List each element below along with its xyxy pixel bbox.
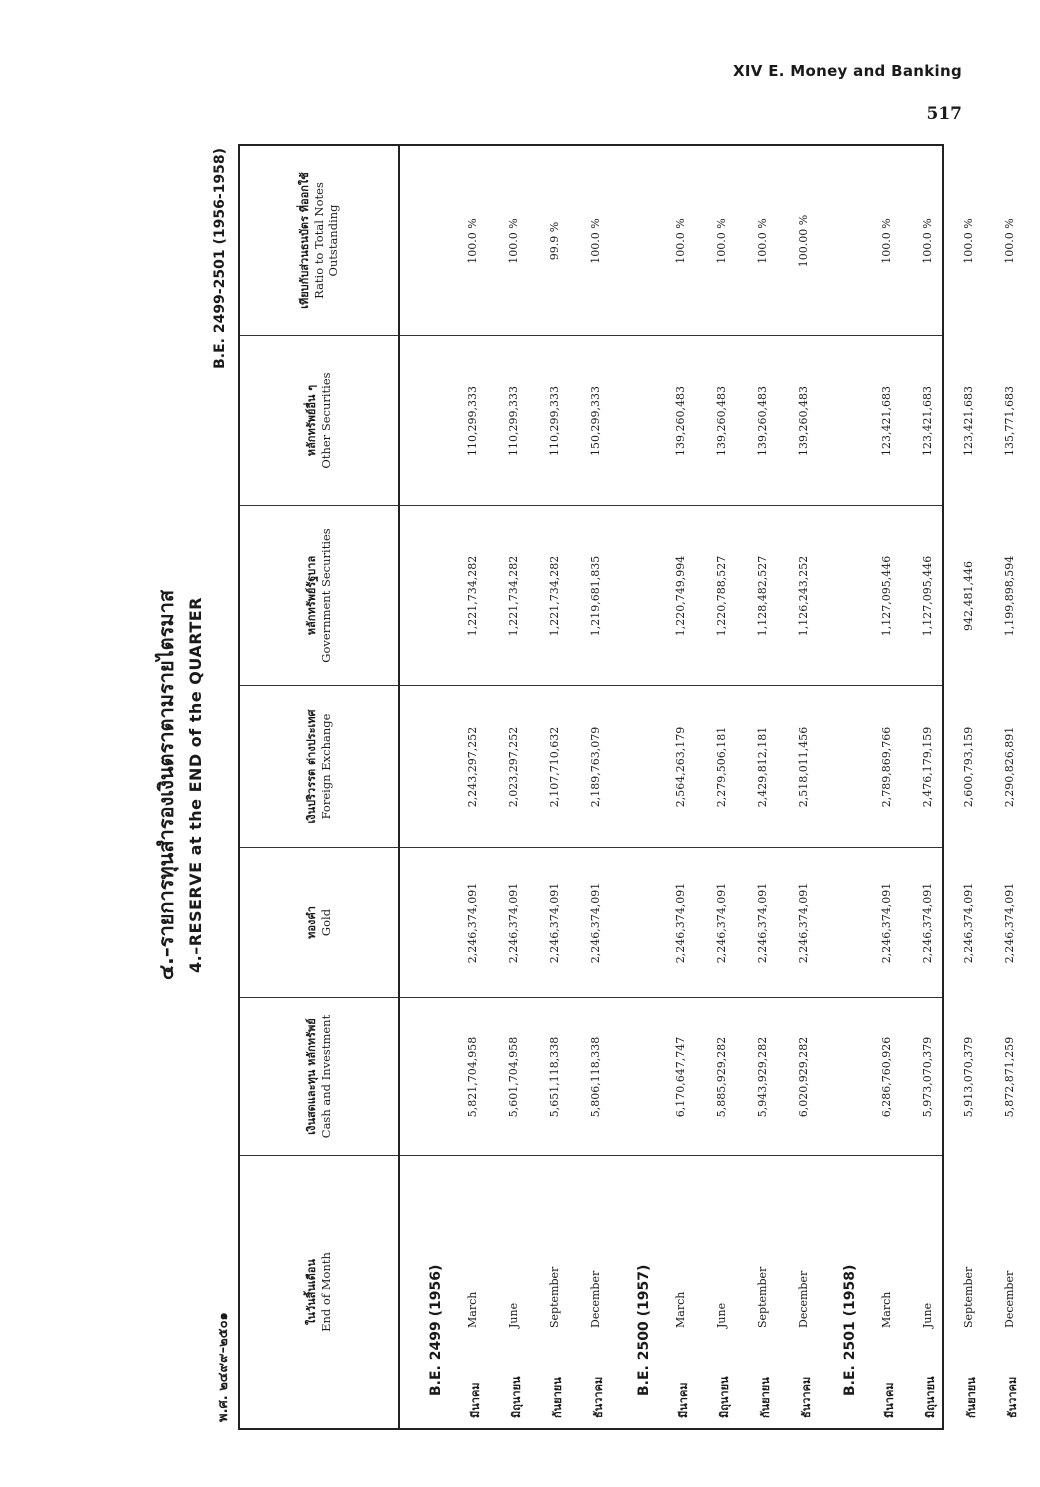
- cell-fx: 2,600,793,159: [962, 726, 975, 808]
- year-heading: B.E. 2499 (1956): [428, 1264, 444, 1396]
- cell-gov: 1,220,788,527: [715, 555, 728, 637]
- column-header-english: Cash and Investment: [319, 1014, 333, 1139]
- year-range-thai: พ.ศ. ๒๔๙๙–๒๕๐๑: [216, 1312, 231, 1422]
- cell-gold: 2,246,374,091: [589, 882, 602, 964]
- cell-fx: 2,290,826,891: [1003, 726, 1016, 808]
- cell-gold: 2,246,374,091: [674, 882, 687, 964]
- cell-gold: 2,246,374,091: [880, 882, 893, 964]
- cell-gold: 2,246,374,091: [548, 882, 561, 964]
- cell-fx: 2,429,812,181: [756, 726, 769, 808]
- month-english: December: [589, 1270, 602, 1328]
- month-english: September: [756, 1266, 769, 1328]
- cell-other: 123,421,683: [880, 386, 893, 456]
- month-thai: มิถุนายน: [924, 1376, 937, 1418]
- table-row: [460, 146, 490, 1428]
- column-header-thai: หลักทรัพย์รัฐบาล: [305, 555, 318, 636]
- cell-gov: 1,126,243,252: [797, 555, 810, 637]
- section-header: XIV E. Money and Banking: [733, 62, 962, 80]
- month-thai: กันยายน: [759, 1377, 772, 1418]
- column-header-thai: ในวันสิ้นเดือน: [305, 1259, 318, 1325]
- column-header-english: Ratio to Total Notes Outstanding: [312, 182, 340, 299]
- cell-cash: 5,601,704,958: [507, 1036, 520, 1118]
- table-row: [750, 146, 780, 1428]
- cell-fx: 2,476,179,159: [921, 726, 934, 808]
- cell-gold: 2,246,374,091: [756, 882, 769, 964]
- cell-gold: 2,246,374,091: [962, 882, 975, 964]
- cell-ratio: 100.0 %: [674, 218, 687, 264]
- cell-other: 139,260,483: [797, 386, 810, 456]
- month-thai: มีนาคม: [883, 1382, 896, 1418]
- title-thai: ๔.–รายการทุนสำรองเงินตราตามรายไตรมาส: [154, 589, 178, 981]
- column-header-month: [240, 1156, 398, 1428]
- cell-ratio: 100.0 %: [921, 218, 934, 264]
- month-english: September: [548, 1266, 561, 1328]
- page-number: 517: [926, 104, 962, 124]
- cell-ratio: 100.0 %: [507, 218, 520, 264]
- cell-other: 135,771,683: [1003, 386, 1016, 456]
- cell-gov: 1,221,734,282: [507, 555, 520, 637]
- cell-other: 150,299,333: [589, 386, 602, 456]
- month-thai: ธันวาคม: [592, 1376, 605, 1418]
- title-english: 4.–RESERVE at the END of the QUARTER: [186, 597, 205, 973]
- table-row: [874, 146, 904, 1428]
- month-english: March: [880, 1291, 893, 1328]
- cell-other: 139,260,483: [715, 386, 728, 456]
- cell-other: 123,421,683: [962, 386, 975, 456]
- cell-cash: 5,885,929,282: [715, 1036, 728, 1118]
- cell-fx: 2,243,297,252: [466, 726, 479, 808]
- month-thai: ธันวาคม: [800, 1376, 813, 1418]
- month-english: March: [466, 1291, 479, 1328]
- month-thai: กันยายน: [965, 1377, 978, 1418]
- column-header-cash: [240, 998, 398, 1156]
- table-row: [668, 146, 698, 1428]
- table-row: [791, 146, 821, 1428]
- cell-other: 123,421,683: [921, 386, 934, 456]
- table-row: [501, 146, 531, 1428]
- column-header-english: Foreign Exchange: [319, 713, 333, 820]
- month-english: June: [507, 1302, 520, 1328]
- cell-gov: 1,221,734,282: [548, 555, 561, 637]
- cell-ratio: 100.0 %: [1003, 218, 1016, 264]
- month-thai: ธันวาคม: [1006, 1376, 1019, 1418]
- cell-fx: 2,189,763,079: [589, 726, 602, 808]
- table-row: [956, 146, 986, 1428]
- cell-cash: 5,943,929,282: [756, 1036, 769, 1118]
- cell-gov: 1,127,095,446: [880, 555, 893, 637]
- month-english: December: [1003, 1270, 1016, 1328]
- column-header-english: Gold: [319, 908, 333, 937]
- month-english: June: [921, 1302, 934, 1328]
- cell-ratio: 99.9 %: [548, 221, 561, 261]
- reserve-table: [238, 144, 1019, 1430]
- cell-other: 139,260,483: [756, 386, 769, 456]
- column-header-thai: หลักทรัพย์อื่น ๆ: [305, 384, 318, 457]
- cell-cash: 6,170,647,747: [674, 1036, 687, 1118]
- cell-other: 110,299,333: [466, 386, 479, 456]
- month-english: December: [797, 1270, 810, 1328]
- cell-gov: 1,219,681,835: [589, 555, 602, 637]
- cell-cash: 5,973,070,379: [921, 1036, 934, 1118]
- month-thai: มีนาคม: [677, 1382, 690, 1418]
- table-row: [542, 146, 572, 1428]
- cell-other: 139,260,483: [674, 386, 687, 456]
- cell-gold: 2,246,374,091: [466, 882, 479, 964]
- cell-cash: 5,806,118,338: [589, 1036, 602, 1118]
- cell-fx: 2,518,011,456: [797, 726, 810, 808]
- cell-gov: 1,221,734,282: [466, 555, 479, 637]
- cell-gold: 2,246,374,091: [715, 882, 728, 964]
- cell-fx: 2,279,506,181: [715, 726, 728, 808]
- column-header-government-securities: [240, 506, 398, 686]
- rotated-page-content: [150, 140, 1019, 1430]
- table-row: [583, 146, 613, 1428]
- table-row: [997, 146, 1027, 1428]
- cell-ratio: 100.0 %: [715, 218, 728, 264]
- column-header-other-securities: [240, 336, 398, 506]
- cell-cash: 5,872,871,259: [1003, 1036, 1016, 1118]
- cell-fx: 2,789,869,766: [880, 726, 893, 808]
- cell-gov: 942,481,446: [962, 561, 975, 631]
- table-row: [709, 146, 739, 1428]
- column-header-gold: [240, 848, 398, 998]
- month-english: June: [715, 1302, 728, 1328]
- cell-gold: 2,246,374,091: [507, 882, 520, 964]
- cell-fx: 2,107,710,632: [548, 726, 561, 808]
- month-thai: กันยายน: [551, 1377, 564, 1418]
- month-english: March: [674, 1291, 687, 1328]
- column-header-thai: เทียบกับส่วนธนบัตร ที่ออกใช้: [298, 172, 311, 309]
- cell-ratio: 100.0 %: [466, 218, 479, 264]
- column-header-thai: เงินปริวรรต ต่างประเทศ: [305, 709, 318, 824]
- column-header-thai: ทองคำ: [305, 906, 318, 939]
- table-header-row: [240, 146, 400, 1428]
- cell-cash: 6,020,929,282: [797, 1036, 810, 1118]
- cell-gov: 1,128,482,527: [756, 555, 769, 637]
- cell-gov: 1,127,095,446: [921, 555, 934, 637]
- cell-gov: 1,199,898,594: [1003, 555, 1016, 637]
- month-thai: มีนาคม: [469, 1382, 482, 1418]
- cell-gold: 2,246,374,091: [921, 882, 934, 964]
- column-header-english: End of Month: [319, 1252, 333, 1332]
- column-header-english: Other Securities: [319, 372, 333, 469]
- column-header-thai: เงินสดและทุน หลักทรัพย์: [305, 1018, 318, 1135]
- cell-other: 110,299,333: [548, 386, 561, 456]
- cell-gov: 1,220,749,994: [674, 555, 687, 637]
- table-body: [400, 146, 1019, 1428]
- cell-other: 110,299,333: [507, 386, 520, 456]
- cell-ratio: 100.0 %: [756, 218, 769, 264]
- cell-ratio: 100.00 %: [797, 214, 810, 268]
- cell-fx: 2,564,263,179: [674, 726, 687, 808]
- cell-ratio: 100.0 %: [589, 218, 602, 264]
- column-header-foreign-exchange: [240, 686, 398, 848]
- cell-cash: 5,821,704,958: [466, 1036, 479, 1118]
- year-heading: B.E. 2501 (1958): [842, 1264, 858, 1396]
- year-range-english: B.E. 2499-2501 (1956-1958): [212, 148, 228, 369]
- month-thai: มิถุนายน: [510, 1376, 523, 1418]
- table-row: [915, 146, 945, 1428]
- cell-gold: 2,246,374,091: [1003, 882, 1016, 964]
- cell-cash: 6,286,760,926: [880, 1036, 893, 1118]
- year-heading: B.E. 2500 (1957): [636, 1264, 652, 1396]
- cell-ratio: 100.0 %: [880, 218, 893, 264]
- cell-fx: 2,023,297,252: [507, 726, 520, 808]
- column-header-ratio: [240, 146, 398, 336]
- cell-ratio: 100.0 %: [962, 218, 975, 264]
- cell-cash: 5,651,118,338: [548, 1036, 561, 1118]
- month-thai: มิถุนายน: [718, 1376, 731, 1418]
- cell-cash: 5,913,070,379: [962, 1036, 975, 1118]
- column-header-english: Government Securities: [319, 528, 333, 663]
- cell-gold: 2,246,374,091: [797, 882, 810, 964]
- month-english: September: [962, 1266, 975, 1328]
